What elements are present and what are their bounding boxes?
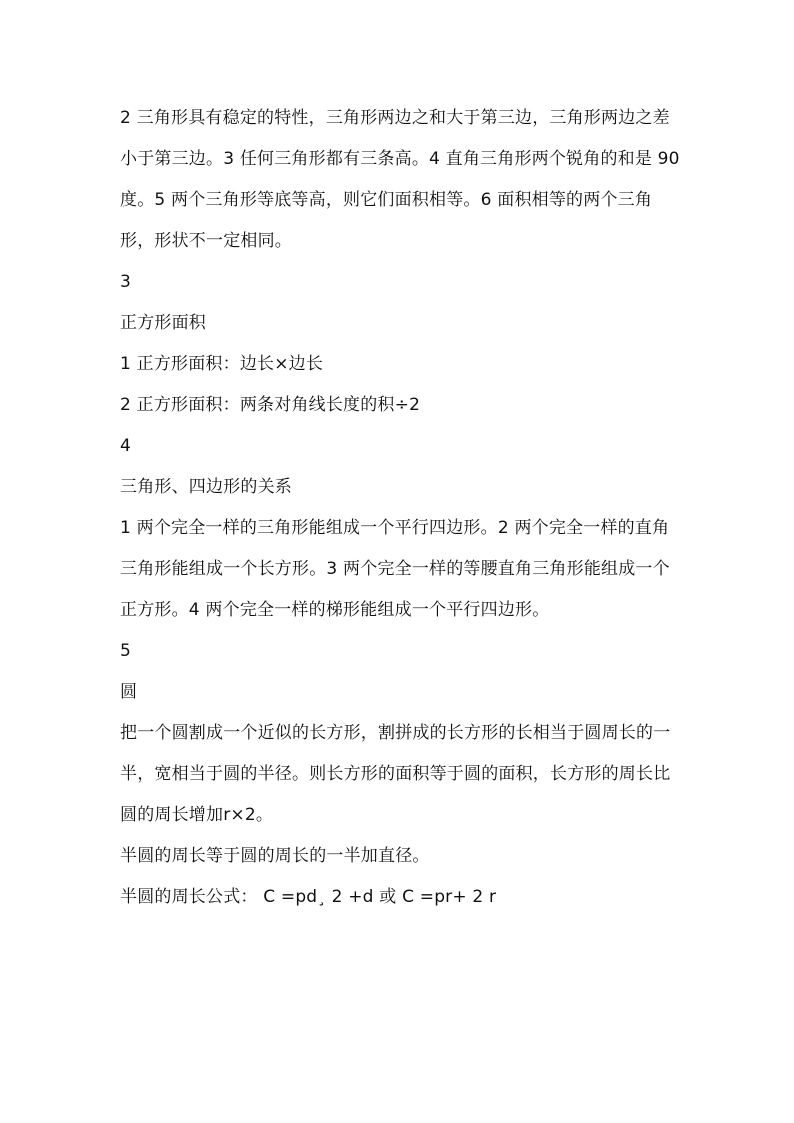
section-title-triangle-quadrilateral: 三角形、四边形的关系 <box>120 477 292 497</box>
paragraph-circle-rectangle: 把一个圆割成一个近似的长方形，割拼成的长方形的长相当于圆周长的一半，宽相当于圆的半径。则长方形的面积等于圆的面积，长方形的周长比圆的周长增加r×2。 <box>120 723 671 825</box>
paragraph-triangle-properties: 2 三角形具有稳定的特性，三角形两边之和大于第三边，三角形两边之差小于第三边。3 任何三角形都有三条高。4 直角三角形两个锐角的和是 90 度。5 两个三角形等底等高，则它们面积相等。6 面积相等的两个三角形，形状不一定相同。 <box>120 108 680 251</box>
paragraph-semicircle-perimeter: 半圆的周长等于圆的周长的一半加直径。 <box>120 846 430 866</box>
section-number-3: 3 <box>120 272 132 292</box>
paragraph-shape-relations: 1 两个完全一样的三角形能组成一个平行四边形。2 两个完全一样的直角三角形能组成一个长方形。3 两个完全一样的等腰直角三角形能组成一个正方形。4 两个完全一样的梯形能组成一个平行四边形。 <box>120 518 670 620</box>
section-number-4: 4 <box>120 436 132 456</box>
paragraph-square-area-formula-2: 2 正方形面积：两条对角线长度的积÷2 <box>120 395 421 415</box>
section-title-square-area: 正方形面积 <box>120 313 206 333</box>
section-number-5: 5 <box>120 641 132 661</box>
paragraph-square-area-formula-1: 1 正方形面积：边长×边长 <box>120 354 324 374</box>
document-body <box>120 98 680 918</box>
paragraph-semicircle-formula: 半圆的周长公式： C =pd¸ 2 +d 或 C =pr+ 2 r <box>120 887 497 907</box>
section-title-circle: 圆 <box>120 682 138 702</box>
